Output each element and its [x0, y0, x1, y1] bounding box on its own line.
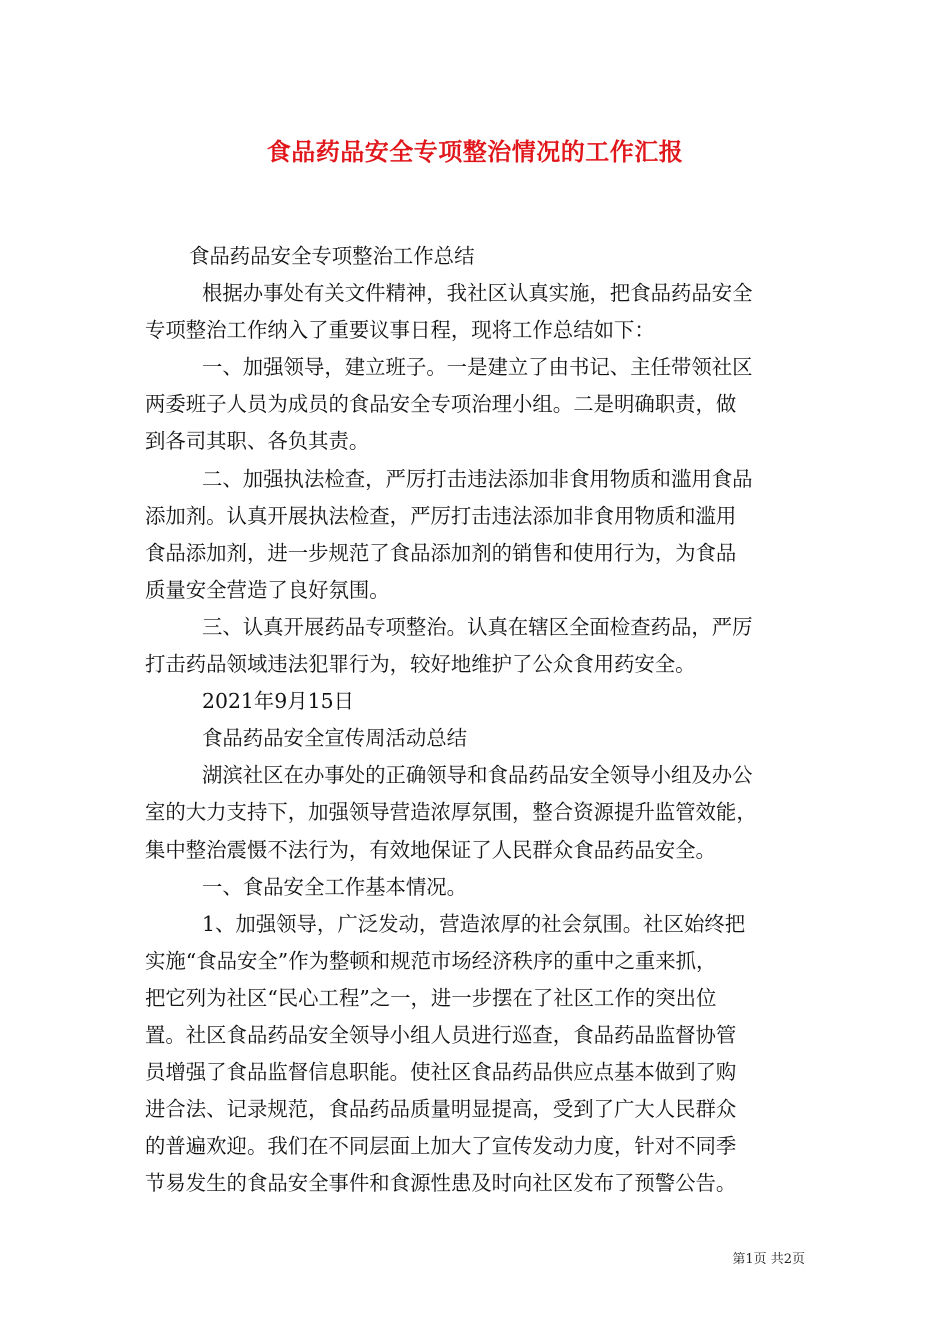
paragraph-line: 一、加强领导，建立班子。一是建立了由书记、主任带领社区 — [202, 355, 753, 380]
paragraph-line: 打击药品领域违法犯罪行为，较好地维护了公众食用药安全。 — [145, 652, 696, 677]
paragraph-line: 员增强了食品监督信息职能。使社区食品药品供应点基本做到了购 — [145, 1060, 737, 1085]
section-heading: 一、食品安全工作基本情况。 — [202, 874, 468, 899]
page-title: 食品药品安全专项整治情况的工作汇报 — [266, 137, 684, 166]
paragraph-line: 到各司其职、各负其责。 — [145, 429, 370, 454]
paragraph-line: 集中整治震慑不法行为，有效地保证了人民群众食品药品安全。 — [145, 837, 716, 862]
document-body — [145, 238, 810, 1202]
paragraph-line: 两委班子人员为成员的食品安全专项治理小组。二是明确职责，做 — [145, 392, 737, 417]
paragraph-line: 1、加强领导，广泛发动，营造浓厚的社会氛围。社区始终把 — [202, 911, 746, 936]
paragraph-line: 置。社区食品药品安全领导小组人员进行巡查，食品药品监督协管 — [145, 1022, 737, 1047]
paragraph-line: 添加剂。认真开展执法检查，严厉打击违法添加非食用物质和滥用 — [145, 503, 737, 528]
paragraph-line: 实施“食品安全”作为整顿和规范市场经济秩序的重中之重来抓， — [145, 948, 717, 973]
subtitle-line: 食品药品安全专项整治工作总结 — [189, 244, 475, 268]
paragraph-line: 食品添加剂，进一步规范了食品添加剂的销售和使用行为，为食品 — [145, 540, 737, 565]
paragraph-line: 进合法、记录规范，食品药品质量明显提高，受到了广大人民群众 — [145, 1097, 737, 1122]
paragraph-line: 室的大力支持下，加强领导营造浓厚氛围，整合资源提升监管效能， — [145, 800, 757, 825]
paragraph-line: 根据办事处有关文件精神，我社区认真实施，把食品药品安全 — [202, 281, 753, 306]
page-number: 第1页 共2页 — [732, 1252, 805, 1267]
paragraph-line: 湖滨社区在办事处的正确领导和食品药品安全领导小组及办公 — [202, 763, 753, 788]
paragraph-line: 把它列为社区“民心工程”之一，进一步摆在了社区工作的突出位 — [145, 985, 717, 1010]
paragraph-line: 二、加强执法检查，严厉打击违法添加非食用物质和滥用食品 — [202, 466, 753, 491]
paragraph-line: 三、认真开展药品专项整治。认真在辖区全面检查药品，严厉 — [202, 614, 753, 639]
paragraph-line: 质量安全营造了良好氛围。 — [145, 577, 390, 602]
subtitle-line: 食品药品安全宣传周活动总结 — [202, 726, 468, 751]
paragraph-line: 节易发生的食品安全事件和食源性患及时向社区发布了预警公告。 — [145, 1171, 737, 1196]
paragraph-line: 的普遍欢迎。我们在不同层面上加大了宣传发动力度，针对不同季 — [145, 1134, 737, 1159]
date-line: 2021年9月15日 — [202, 689, 354, 714]
paragraph-line: 专项整治工作纳入了重要议事日程，现将工作总结如下： — [145, 318, 655, 343]
